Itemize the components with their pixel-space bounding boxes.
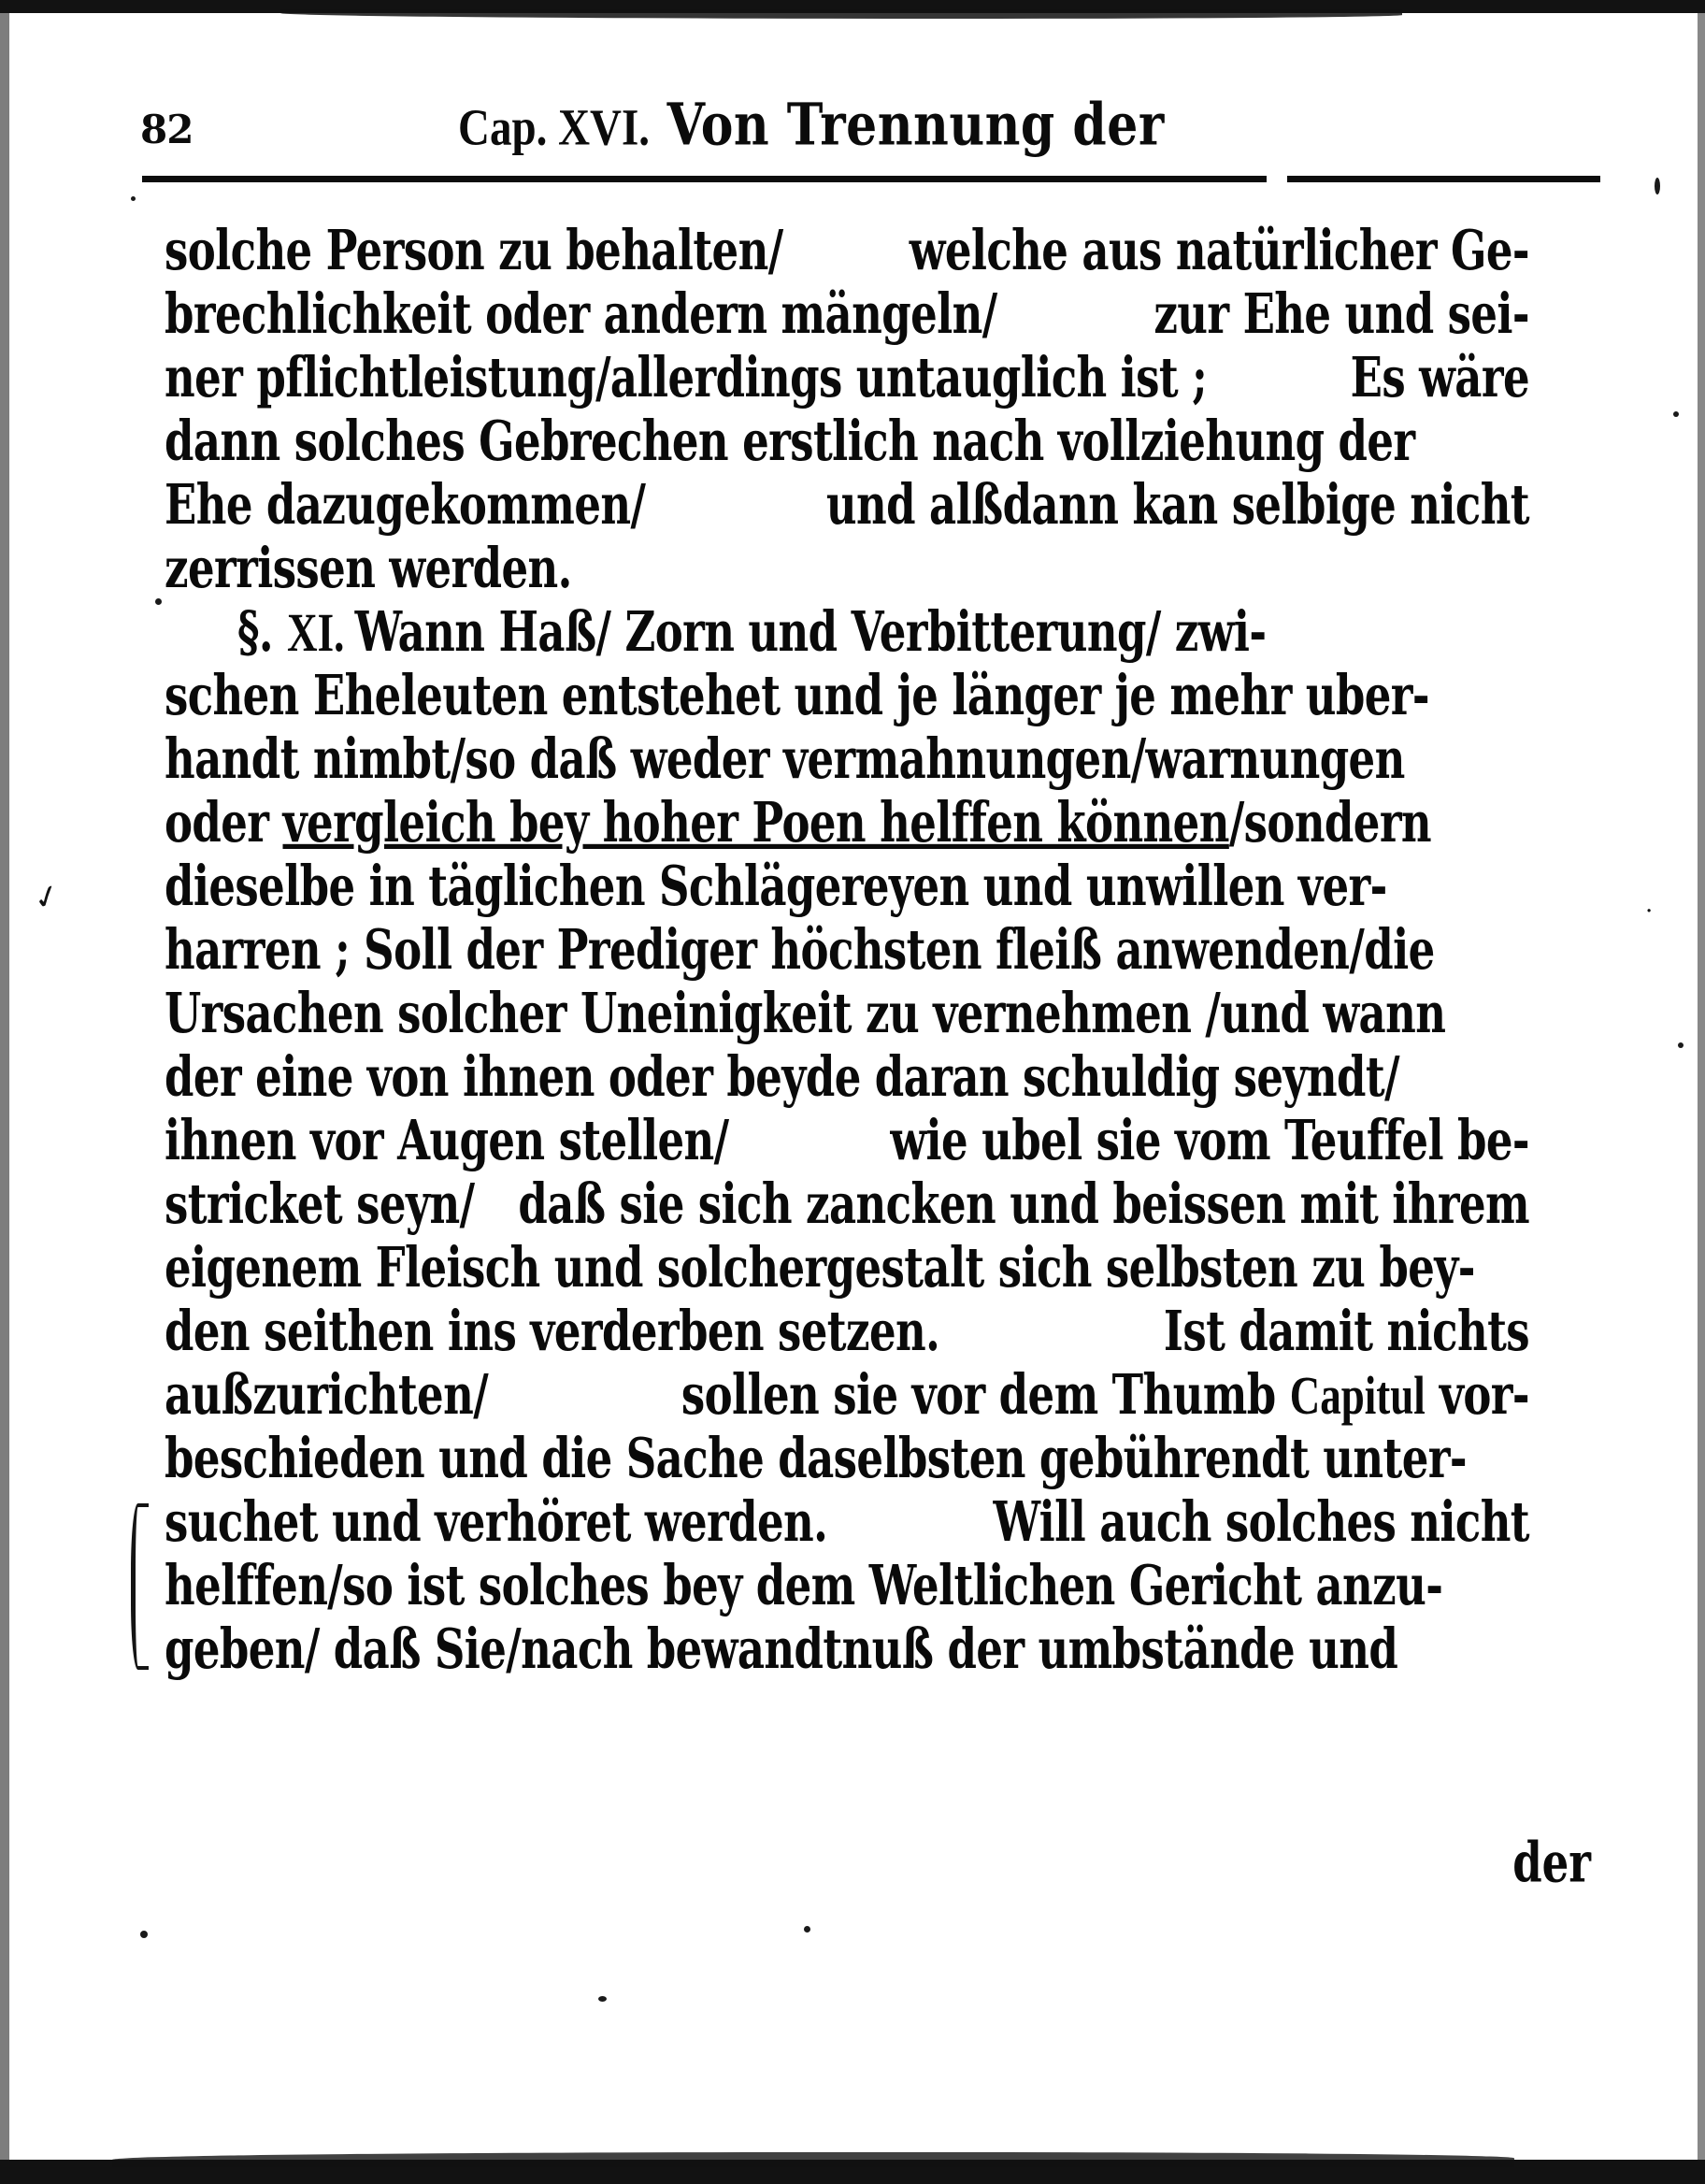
scan-edge-bottom-ragged: [112, 2152, 1514, 2167]
line-text: dann solches Gebrechen erstlich nach vollziehung der: [165, 409, 1415, 474]
text-line: [165, 1610, 1529, 1692]
line-text: ihnen vor Augen stellen/: [165, 1108, 729, 1173]
line-text: handt nimbt/so daß weder vermahnungen/warnungen: [165, 726, 1405, 792]
line-text-right: daß sie sich zancken und beissen mit ihrem: [518, 1171, 1529, 1237]
line-segment: [165, 537, 572, 601]
ink-speck: [1655, 178, 1660, 194]
scan-edge-left: [0, 0, 9, 2184]
line-text-right: Will auch solches nicht: [993, 1489, 1529, 1555]
line-text: Ursachen solcher Uneinigkeit zu vernehmen /und wann: [165, 981, 1446, 1046]
line-text: schen Eheleuten entstehet und je länger je mehr uber-: [165, 663, 1429, 728]
line-segment: [165, 982, 1445, 1046]
running-title: [458, 92, 1165, 159]
line-text: suchet und verhöret werden.: [165, 1489, 828, 1555]
header-rule: [142, 176, 1600, 182]
line-text-right: Es wäre: [1350, 345, 1529, 410]
ink-speck: [804, 1926, 810, 1933]
line-text: /sondern: [1228, 790, 1432, 855]
scan-edge-top: [0, 0, 1705, 13]
line-segment: [165, 410, 1415, 474]
line-text: außzurichten/: [165, 1362, 489, 1428]
line-text: vor-: [1425, 1362, 1529, 1428]
line-text: stricket seyn/: [165, 1171, 475, 1237]
ink-speck: [598, 1996, 607, 2002]
line-text-right: Ist damit nichts: [1163, 1299, 1529, 1364]
line-text: sollen sie vor dem Thumb: [681, 1362, 1290, 1428]
line-text: eigenem Fleisch und solchergestalt sich selbsten zu bey-: [165, 1235, 1475, 1300]
line-text: Ehe dazugekommen/: [165, 472, 646, 538]
line-text: zerrissen werden.: [165, 536, 572, 601]
line-text: geben/ daß Sie/nach bewandtnuß der umbstände und: [165, 1616, 1398, 1682]
line-text: Wann Haß/ Zorn und Verbitterung/ zwi-: [354, 599, 1267, 665]
ink-speck: [1673, 411, 1679, 417]
line-segment: [165, 855, 1387, 919]
line-segment: [165, 1427, 1467, 1491]
line-text: helffen/so ist solches bey dem Weltlichen Gericht anzu-: [165, 1553, 1443, 1618]
ink-speck: [131, 196, 136, 201]
underlined-phrase: vergleich bey hoher Poen helffen können: [282, 790, 1229, 855]
line-segment: [165, 791, 1431, 855]
line-text: dieselbe in täglichen Schlägereyen und unwillen ver-: [165, 854, 1387, 919]
line-segment: [165, 1236, 1475, 1300]
line-text-right: wie ubel sie vom Teuffel be-: [890, 1108, 1529, 1173]
scan-edge-right: [1698, 0, 1705, 2184]
ink-speck: [1678, 1042, 1684, 1048]
running-title-chapter-numeral: XVI.: [558, 99, 651, 157]
line-text: solche Person zu behalten/: [165, 218, 783, 283]
margin-bracket: [131, 1503, 149, 1670]
scan-edge-top-ragged: [280, 9, 1402, 19]
margin-tick-left-icon: ✓: [28, 875, 65, 920]
line-text: harren ; Soll der Prediger höchsten fleiß anwenden/die: [165, 917, 1435, 983]
page-header: [140, 90, 1593, 163]
line-text-right: und alßdann kan selbige nicht: [825, 472, 1529, 538]
header-rule-break: [1267, 172, 1287, 185]
line-text: brechlichkeit oder andern mängeln/: [165, 281, 997, 347]
running-title-text: Von Trennung der: [666, 92, 1165, 159]
line-text: den seithen ins verderben setzen.: [165, 1299, 940, 1364]
line-segment: [165, 1617, 1397, 1682]
line-text: oder: [165, 790, 283, 855]
line-text: beschieden und die Sache daselbsten gebührendt unter-: [165, 1426, 1467, 1491]
running-title-prefix: Cap.: [458, 99, 548, 157]
catchword: der: [1512, 1831, 1591, 1895]
line-segment: [165, 727, 1405, 792]
line-text-right: welche aus natürlicher Ge-: [909, 218, 1529, 283]
scan-edge-bottom: [0, 2160, 1705, 2184]
ink-speck: [155, 598, 162, 605]
roman-word: Capitul: [1289, 1365, 1426, 1427]
line-segment: [165, 1554, 1442, 1618]
section-mark: §.: [237, 599, 288, 665]
margin-tick-right-icon: ·: [1645, 898, 1654, 926]
line-segment: [165, 600, 1266, 665]
section-numeral: XI.: [287, 602, 355, 664]
line-segment: [165, 664, 1429, 728]
line-text: der eine von ihnen oder beyde daran schuldig seyndt/: [165, 1044, 1399, 1110]
ink-speck: [140, 1931, 148, 1938]
body-text: [165, 218, 1529, 1683]
line-segment: [165, 918, 1435, 983]
line-text: ner pflichtleistung/allerdings untauglich ist ;: [165, 345, 1208, 410]
line-segment: [165, 1045, 1399, 1110]
folio-number: 82: [140, 107, 193, 152]
line-text-right: zur Ehe und sei-: [1153, 281, 1529, 347]
